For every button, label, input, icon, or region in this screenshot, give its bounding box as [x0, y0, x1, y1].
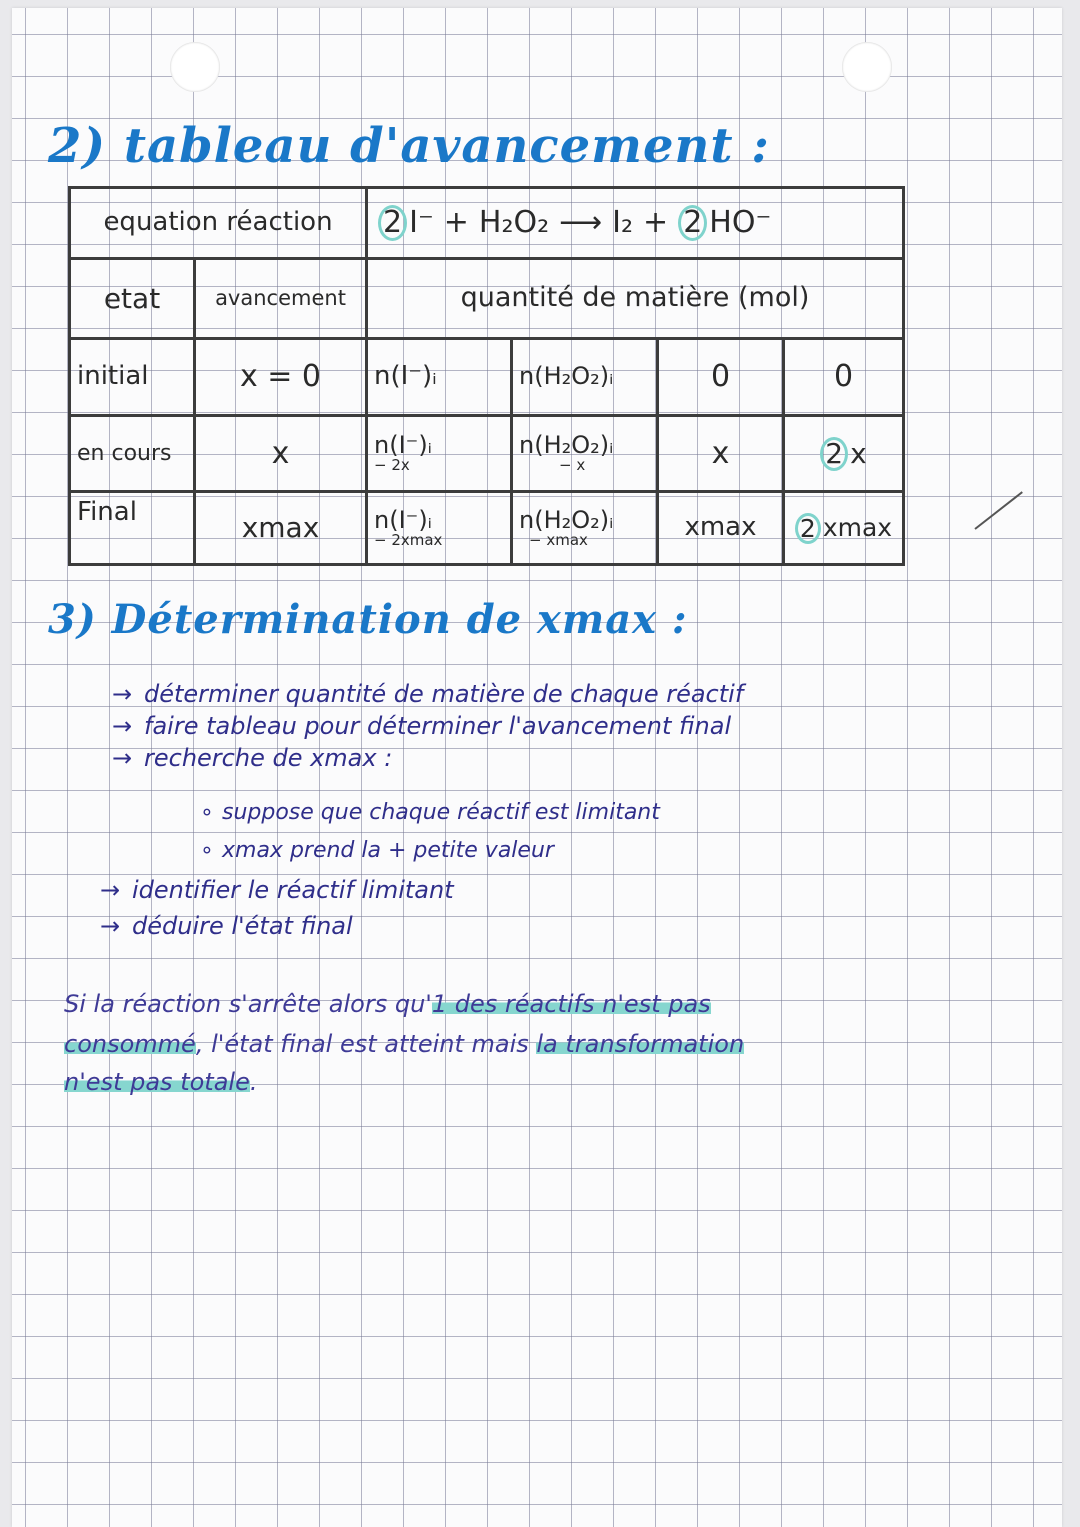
plus-sign: +	[643, 205, 669, 241]
coefficient-highlight: 2	[678, 205, 707, 241]
row-final-iodide: n(I⁻)ᵢ − 2xmax	[374, 505, 443, 549]
step-item: → faire tableau pour déterminer l'avancement final	[112, 712, 732, 740]
section-3-title: 3) Détermination de xmax :	[48, 596, 688, 643]
highlighted-text: consommé	[64, 1030, 196, 1058]
coefficient-highlight: 2	[795, 513, 821, 544]
equation-term-iodine: I₂	[612, 205, 634, 241]
equation-term-peroxide: H₂O₂	[478, 205, 550, 241]
row-final-avancement: xmax	[241, 511, 320, 545]
reaction-arrow: ⟶	[559, 205, 603, 241]
coefficient-highlight: 2	[820, 437, 848, 471]
iodide-consumption: − 2x	[374, 456, 410, 475]
row-final-hydroxide: 2 xmax	[785, 493, 902, 563]
step-item: → déterminer quantité de matière de chaque réactif	[112, 680, 744, 708]
peroxide-consumption: − x	[559, 456, 586, 475]
step-item: → recherche de xmax :	[112, 744, 393, 772]
section-2-title: 2) tableau d'avancement :	[48, 118, 770, 174]
equation-term-iodide: 2 I⁻	[378, 205, 434, 241]
highlighted-text: la transformation	[536, 1030, 745, 1058]
equation-term-hydroxide: 2 HO⁻	[678, 205, 771, 241]
punch-hole-right	[842, 42, 892, 92]
row-initial-iodide: n(I⁻)ᵢ	[374, 361, 437, 392]
progress-table	[68, 186, 905, 565]
row-initial-hydroxide: 0	[833, 359, 854, 395]
note-line-3: n'est pas totale.	[64, 1068, 258, 1096]
coefficient-highlight: 2	[378, 205, 407, 241]
header-avancement: avancement	[215, 286, 346, 311]
row-initial-peroxide: n(H₂O₂)ᵢ	[519, 362, 614, 391]
row-final-iodine: xmax	[684, 512, 757, 543]
row-encours-hydroxide: 2 x	[785, 417, 902, 490]
equation-label: equation réaction	[103, 207, 333, 238]
highlighted-text: n'est pas totale	[64, 1068, 250, 1096]
row-encours-avancement: x	[271, 435, 290, 471]
highlighted-text: 1 des réactifs n'est pas	[431, 990, 711, 1018]
header-quantite: quantité de matière (mol)	[460, 282, 810, 314]
row-encours-state: en cours	[77, 440, 172, 466]
note-line-2: consommé, l'état final est atteint mais la transformation	[64, 1030, 745, 1058]
header-etat: etat	[103, 281, 161, 315]
row-initial-avancement: x = 0	[239, 359, 322, 395]
row-final-state: Final	[77, 497, 137, 527]
peroxide-consumption: − xmax	[529, 530, 588, 549]
sub-step-item: ∘ xmax prend la + petite valeur	[200, 838, 554, 863]
row-initial-iodine: 0	[710, 359, 731, 395]
plus-sign: +	[443, 205, 469, 241]
row-encours-iodine: x	[711, 435, 730, 471]
row-final-peroxide: n(H₂O₂)ᵢ − xmax	[519, 505, 614, 549]
sub-step-item: ∘ suppose que chaque réactif est limitant	[200, 800, 660, 825]
row-initial-state: initial	[77, 361, 149, 392]
step-item: → identifier le réactif limitant	[100, 876, 454, 904]
row-encours-peroxide: n(H₂O₂)ᵢ − x	[519, 431, 614, 475]
punch-hole-left	[170, 42, 220, 92]
row-encours-iodide: n(I⁻)ᵢ − 2x	[374, 431, 432, 475]
step-item: → déduire l'état final	[100, 912, 353, 940]
reaction-equation	[368, 189, 912, 257]
note-line-1: Si la réaction s'arrête alors qu'1 des réactifs n'est pas	[64, 990, 711, 1018]
iodide-consumption: − 2xmax	[374, 530, 443, 549]
